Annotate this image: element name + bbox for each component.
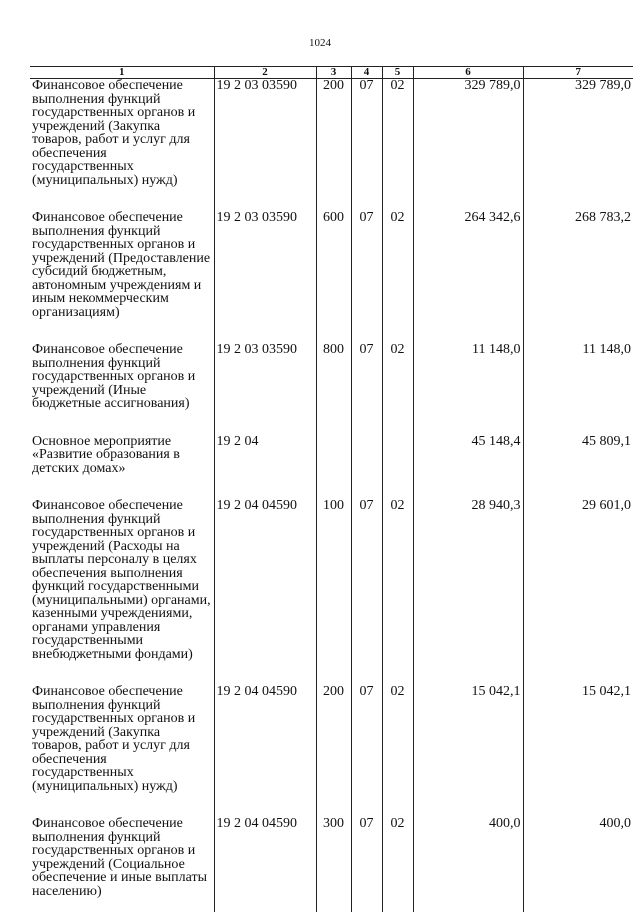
table-row bbox=[30, 79, 633, 212]
row-col7: 45 809,1 bbox=[582, 433, 631, 449]
table-row bbox=[30, 435, 633, 500]
row-col4: 07 bbox=[351, 343, 382, 435]
row-col4: 07 bbox=[351, 817, 382, 912]
row-name: Основное мероприятие «Развитие образования в детских домах» bbox=[30, 435, 214, 500]
row-code: 19 2 04 04590 bbox=[214, 685, 316, 817]
column-header: 3 bbox=[316, 67, 351, 79]
row-code: 19 2 03 03590 bbox=[214, 79, 316, 212]
row-col5: 02 bbox=[382, 499, 413, 685]
budget-table bbox=[30, 66, 633, 912]
row-code: 19 2 03 03590 bbox=[214, 343, 316, 435]
row-code: 19 2 04 04590 bbox=[214, 499, 316, 685]
column-header: 2 bbox=[214, 67, 316, 79]
row-code: 19 2 03 03590 bbox=[214, 211, 316, 343]
table-header-row bbox=[30, 67, 633, 79]
column-header: 7 bbox=[523, 67, 633, 79]
row-col7: 268 783,2 bbox=[575, 210, 631, 225]
row-col7: 329 789,0 bbox=[575, 78, 631, 93]
column-header: 6 bbox=[413, 67, 523, 79]
row-code: 19 2 04 bbox=[214, 435, 316, 500]
row-col6: 45 148,4 bbox=[413, 435, 523, 500]
row-col4 bbox=[351, 435, 382, 500]
row-name: Финансовое обеспечение выполнения функций государственных органов и учреждений (Закупка товаров, работ и услуг для обеспечения государственных (муниципальных) нужд) bbox=[30, 685, 214, 817]
row-col3: 300 bbox=[316, 817, 351, 912]
row-col6: 264 342,6 bbox=[413, 211, 523, 343]
row-col3: 200 bbox=[316, 79, 351, 212]
column-header: 1 bbox=[30, 67, 214, 79]
row-col5: 02 bbox=[382, 343, 413, 435]
row-name: Финансовое обеспечение выполнения функций государственных органов и учреждений (Иные бюджетные ассигнования) bbox=[30, 343, 214, 435]
row-col5: 02 bbox=[382, 685, 413, 817]
table-row bbox=[30, 211, 633, 343]
row-col7: 400,0 bbox=[599, 816, 631, 831]
row-col5: 02 bbox=[382, 79, 413, 212]
row-col3: 800 bbox=[316, 343, 351, 435]
table-row bbox=[30, 685, 633, 817]
row-col4: 07 bbox=[351, 211, 382, 343]
row-col6: 15 042,1 bbox=[413, 685, 523, 817]
row-col4: 07 bbox=[351, 685, 382, 817]
row-col5 bbox=[382, 435, 413, 500]
row-col6: 400,0 bbox=[413, 817, 523, 912]
row-col4: 07 bbox=[351, 499, 382, 685]
row-col6: 28 940,3 bbox=[413, 499, 523, 685]
row-col5: 02 bbox=[382, 817, 413, 912]
column-header: 5 bbox=[382, 67, 413, 79]
row-col3 bbox=[316, 435, 351, 500]
row-col4: 07 bbox=[351, 79, 382, 212]
row-code: 19 2 04 04590 bbox=[214, 817, 316, 912]
column-header: 4 bbox=[351, 67, 382, 79]
row-col3: 100 bbox=[316, 499, 351, 685]
page-number: 1024 bbox=[309, 37, 331, 49]
row-name: Финансовое обеспечение выполнения функций государственных органов и учреждений (Закупка товаров, работ и услуг для обеспечения государственных (муниципальных) нужд) bbox=[30, 79, 214, 212]
row-col7: 11 148,0 bbox=[582, 342, 631, 357]
row-col5: 02 bbox=[382, 211, 413, 343]
row-col3: 600 bbox=[316, 211, 351, 343]
table-row bbox=[30, 499, 633, 685]
row-col7: 29 601,0 bbox=[582, 498, 631, 513]
row-col6: 329 789,0 bbox=[413, 79, 523, 212]
row-name: Финансовое обеспечение выполнения функций государственных органов и учреждений (Расходы на выплаты персоналу в целях обеспечения выполнения функций государственными (муниципальными) органами, казенными учреждениями, органами управления государственными внебюджетными фондами) bbox=[30, 499, 214, 685]
table-row bbox=[30, 817, 633, 912]
row-col3: 200 bbox=[316, 685, 351, 817]
table-row bbox=[30, 343, 633, 435]
row-col6: 11 148,0 bbox=[413, 343, 523, 435]
row-col7: 15 042,1 bbox=[582, 684, 631, 699]
row-name: Финансовое обеспечение выполнения функций государственных органов и учреждений (Предоставление субсидий бюджетным, автономным учреждениям и иным некоммерческим организациям) bbox=[30, 211, 214, 343]
row-name: Финансовое обеспечение выполнения функций государственных органов и учреждений (Социальное обеспечение и иные выплаты населению) bbox=[30, 817, 214, 912]
